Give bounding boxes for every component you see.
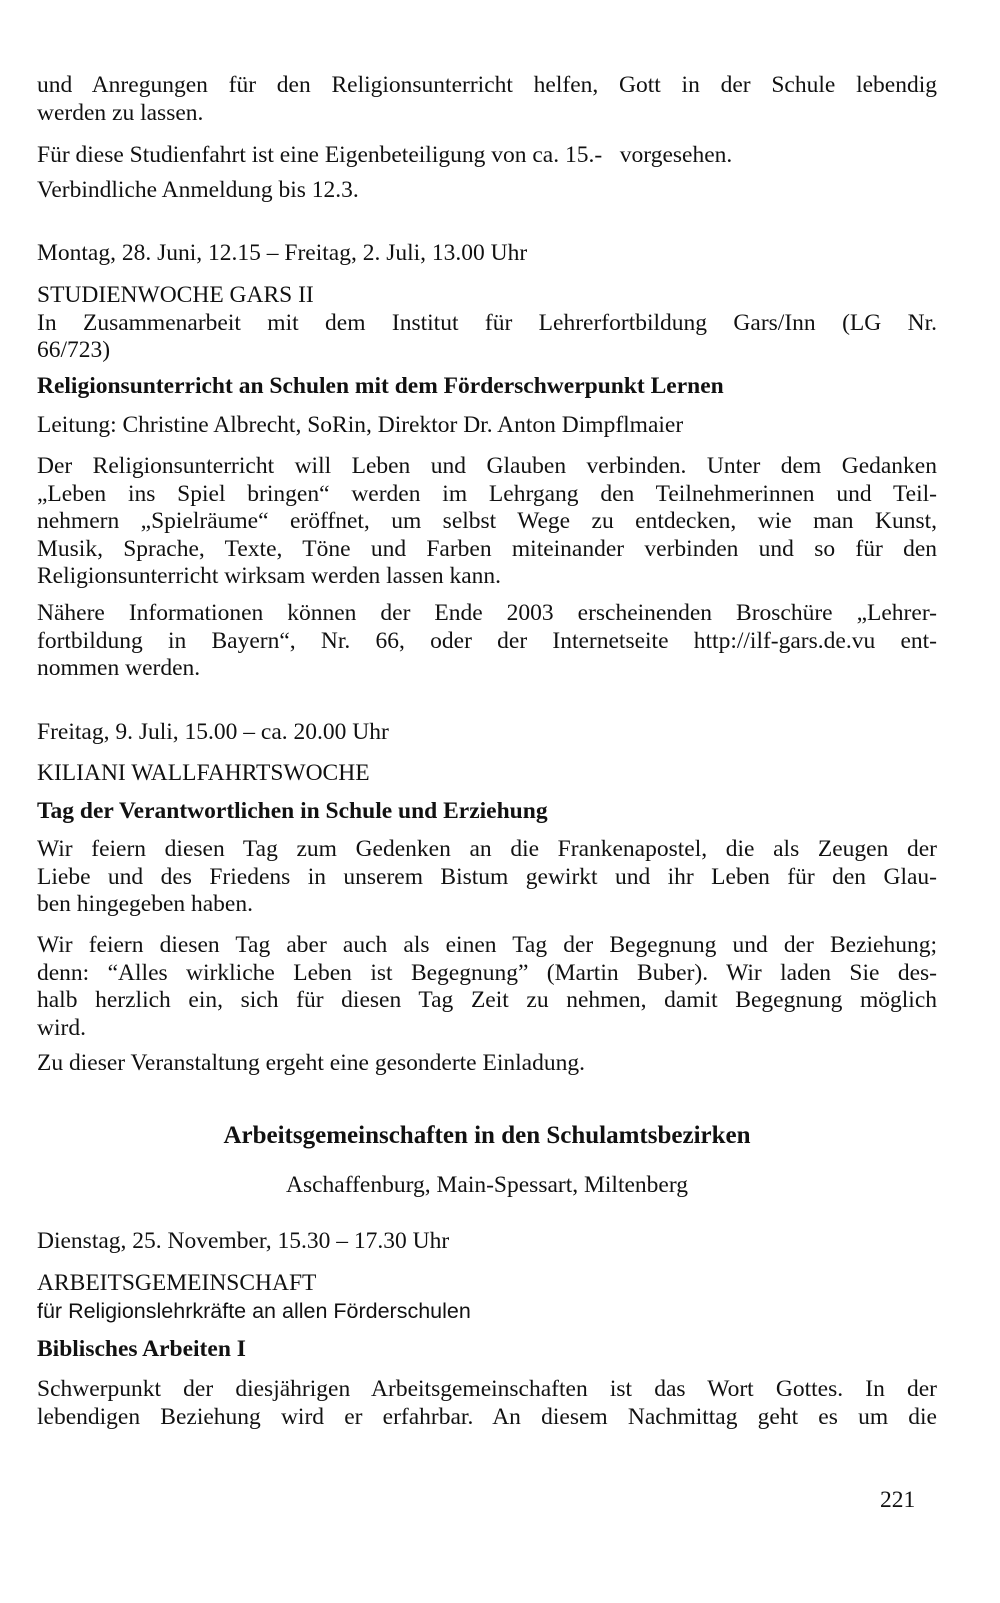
intro-line-1: und Anregungen für den Religionsunterricht helfen, Gott in der Schule lebendig xyxy=(37,72,937,98)
event1-desc-line-1: Der Religionsunterricht will Leben und Glauben verbinden. Unter dem Gedanken xyxy=(37,453,937,479)
event2-p3-text: Zu dieser Veranstaltung ergeht eine gesonderte Einladung. xyxy=(37,1050,585,1076)
event1-info-line-3: nommen werden. xyxy=(37,655,201,681)
event3-type: ARBEITSGEMEINSCHAFT xyxy=(37,1270,317,1296)
event1-info-line-2 xyxy=(37,628,937,656)
event3-audience: für Religionslehrkräfte an allen Förderschulen xyxy=(37,1298,471,1323)
event1-type: STUDIENWOCHE GARS II xyxy=(37,282,314,308)
event2-type xyxy=(37,760,937,788)
event3-header xyxy=(37,1270,937,1325)
event2-date xyxy=(37,719,937,747)
event1-info-suffix: ent- xyxy=(875,627,937,654)
event1-coop-line-2: 66/723) xyxy=(37,337,111,363)
event1-leader xyxy=(37,412,937,440)
event3-title xyxy=(37,1336,937,1364)
event2-p1-line-1: Wir feiern diesen Tag zum Gedenken an die Frankenapostel, die als Zeugen der xyxy=(37,836,937,862)
event1-title-text: Religionsunterricht an Schulen mit dem Förderschwerpunkt Lernen xyxy=(37,373,724,399)
event1-desc-line-3: nehmern „Spielräume“ eröffnet, um selbst Wege zu entdecken, wie man Kunst, xyxy=(37,508,937,534)
intro-line-2: werden zu lassen. xyxy=(37,99,204,126)
event2-title-text: Tag der Verantwortlichen in Schule und Erziehung xyxy=(37,798,548,824)
section-subheading-text: Aschaffenburg, Main-Spessart, Miltenberg xyxy=(285,1172,689,1198)
section-heading-text: Arbeitsgemeinschaften in den Schulamtsbezirken xyxy=(223,1122,751,1149)
event2-p2-line-4: wird. xyxy=(37,1014,86,1041)
registration-text: Verbindliche Anmeldung bis 12.3. xyxy=(37,177,359,203)
event1-date-text: Montag, 28. Juni, 12.15 – Freitag, 2. Juli, 13.00 Uhr xyxy=(37,240,528,266)
event1-date xyxy=(37,240,937,268)
event2-p2-line-1: Wir feiern diesen Tag aber auch als einen Tag der Begegnung und der Beziehung; xyxy=(37,932,937,958)
event3-paragraph-1 xyxy=(37,1376,937,1431)
section-subheading xyxy=(37,1172,937,1200)
event3-p1-line-2: lebendigen Beziehung wird er erfahrbar. An diesem Nachmittag geht es um die xyxy=(37,1403,937,1430)
event1-info-text: fortbildung in Bayern“, Nr. 66, oder der Internetseite xyxy=(37,627,694,654)
event1-info-line-1: Nähere Informationen können der Ende 2003 erscheinenden Broschüre „Lehrer- xyxy=(37,600,937,626)
event3-date-text: Dienstag, 25. November, 15.30 – 17.30 Uhr xyxy=(37,1228,450,1254)
event1-coop-line-1: In Zusammenarbeit mit dem Institut für Lehrerfortbildung Gars/Inn (LG Nr. xyxy=(37,309,937,336)
cost-note xyxy=(37,142,937,170)
event2-paragraph-2 xyxy=(37,932,937,1042)
event2-paragraph-3 xyxy=(37,1050,937,1078)
event3-date xyxy=(37,1228,937,1256)
event2-p2-line-3: halb herzlich ein, sich für diesen Tag Zeit zu nehmen, damit Begegnung möglich xyxy=(37,987,937,1013)
event1-title xyxy=(37,373,937,401)
page-number: 221 xyxy=(880,1487,916,1513)
website-link[interactable]: http://ilf-gars.de.vu xyxy=(693,627,876,654)
event2-date-text: Freitag, 9. Juli, 15.00 – ca. 20.00 Uhr xyxy=(37,719,389,745)
event1-desc-line-4: Musik, Sprache, Texte, Töne und Farben miteinander verbinden und so für den xyxy=(37,535,937,562)
event2-p2-line-2: denn: “Alles wirkliche Leben ist Begegnung” (Martin Buber). Wir laden Sie des- xyxy=(37,959,937,986)
event2-p1-line-2: Liebe und des Friedens in unserem Bistum gewirkt und ihr Leben für den Glau- xyxy=(37,863,937,890)
event2-paragraph-1 xyxy=(37,836,937,919)
event1-desc-line-5: Religionsunterricht wirksam werden lassen kann. xyxy=(37,563,502,589)
event1-info xyxy=(37,600,937,683)
event1-header xyxy=(37,282,937,365)
event3-p1-line-1: Schwerpunkt der diesjährigen Arbeitsgemeinschaften ist das Wort Gottes. In der xyxy=(37,1376,937,1402)
event2-type-text: KILIANI WALLFAHRTSWOCHE xyxy=(37,760,370,786)
event1-description xyxy=(37,453,937,591)
event2-p1-line-3: ben hingegeben haben. xyxy=(37,891,253,917)
section-heading xyxy=(37,1122,937,1150)
event1-leader-text: Leitung: Christine Albrecht, SoRin, Direktor Dr. Anton Dimpflmaier xyxy=(37,412,684,438)
registration-note xyxy=(37,177,937,205)
event2-title xyxy=(37,798,937,826)
event3-title-text: Biblisches Arbeiten I xyxy=(37,1336,246,1362)
cost-text: Für diese Studienfahrt ist eine Eigenbeteiligung von ca. 15.- vorgesehen. xyxy=(37,142,733,168)
event1-desc-line-2: „Leben ins Spiel bringen“ werden im Lehrgang den Teilnehmerinnen und Teil- xyxy=(37,480,937,507)
intro-paragraph xyxy=(37,72,937,127)
